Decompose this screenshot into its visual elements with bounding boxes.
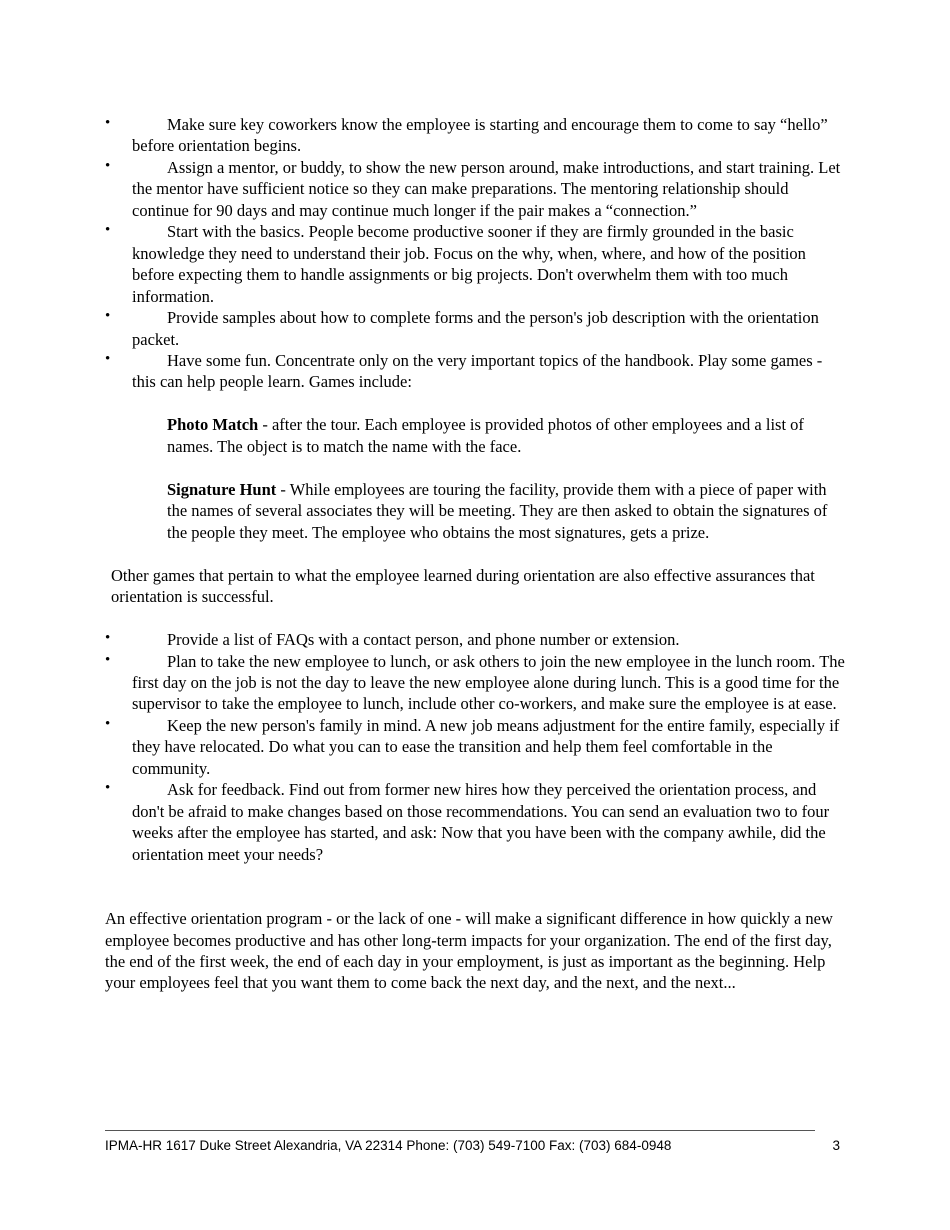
game-paragraph-photo-match: [167, 414, 829, 457]
list-item-text: Provide samples about how to complete forms and the person's job description with the orientation packet.: [132, 308, 819, 349]
bullet-list-followup: [105, 629, 847, 865]
list-item-text: Ask for feedback. Find out from former new hires how they perceived the orientation process, and don't be afraid to make changes based on those recommendations. You can send an evaluation two to four weeks after the employee has started, and ask: Now that you have been with the company awhile, did the orientation meet your needs?: [132, 780, 830, 864]
page-footer: [105, 1130, 840, 1154]
page-number: 3: [832, 1138, 840, 1153]
list-item-text: Keep the new person's family in mind. A new job means adjustment for the entire family, especially if they have relocated. Do what you can to ease the transition and help them feel comfortable in the community.: [132, 715, 840, 778]
list-item: [105, 629, 847, 650]
list-item: [105, 307, 847, 350]
paragraph-closing: An effective orientation program - or the lack of one - will make a significant difference in how quickly a new employee becomes productive and has other long-term impacts for your organization. The end of the first day, the end of the first week, the end of each day in your employment, is just as important as the beginning. Help your employees feel that you want them to come back the next day, and the next, and the next...: [105, 909, 833, 993]
bullet-icon: •: [105, 715, 111, 732]
bullet-list-tips: [105, 114, 847, 393]
list-item-text: Have some fun. Concentrate only on the very important topics of the handbook. Play some games - this can help people learn. Games include:: [132, 350, 823, 392]
game-text: - after the tour. Each employee is provided photos of other employees and a list of names. The object is to match the name with the face.: [167, 415, 804, 456]
list-item: [105, 221, 847, 307]
game-title: Signature Hunt: [167, 479, 277, 499]
bullet-icon: •: [105, 115, 111, 131]
list-item: [105, 715, 847, 779]
list-item-text: Make sure key coworkers know the employee is starting and encourage them to come to say “hello” before orientation begins.: [132, 115, 828, 156]
document-content: [105, 114, 847, 994]
game-title: Photo Match: [167, 415, 259, 435]
list-item-text: Start with the basics. People become productive sooner if they are firmly grounded in the basic knowledge they need to understand their job. Focus on the why, when, where, and how of the position before expecting them to handle assignments or big projects. Don't overwhelm them with too much information.: [132, 222, 806, 306]
game-paragraph-signature-hunt: [167, 479, 829, 543]
paragraph-other-games: Other games that pertain to what the employee learned during orientation are also effective assurances that orientation is successful.: [111, 565, 815, 607]
list-item-text: Provide a list of FAQs with a contact person, and phone number or extension.: [167, 630, 680, 650]
list-item: [105, 350, 847, 393]
footer-divider: [105, 1130, 815, 1131]
bullet-icon: •: [105, 350, 111, 367]
bullet-icon: •: [105, 780, 111, 797]
footer-address: IPMA-HR 1617 Duke Street Alexandria, VA 22314 Phone: (703) 549-7100 Fax: (703) 684-0948: [105, 1138, 672, 1153]
bullet-icon: •: [105, 651, 111, 668]
bullet-icon: •: [105, 222, 111, 239]
bullet-icon: •: [105, 308, 111, 325]
list-item-text: Assign a mentor, or buddy, to show the new person around, make introductions, and start training. Let the mentor have sufficient notice so they can make preparations. The mentoring relationship should continue for 90 days and may continue much longer if the pair makes a “connection.”: [132, 157, 841, 220]
list-item-text: Plan to take the new employee to lunch, or ask others to join the new employee in the lunch room. The first day on the job is not the day to leave the new employee alone during lunch. This is a good time for the supervisor to take the employee to lunch, include other co-workers, and make sure the employee is at ease.: [132, 651, 845, 714]
footer-row: [105, 1137, 840, 1154]
list-item: [105, 114, 847, 157]
game-text: - While employees are touring the facility, provide them with a piece of paper with the names of several associates they will be meeting. They are then asked to obtain the signatures of the people they meet. The employee who obtains the most signatures, gets a prize.: [167, 479, 828, 542]
bullet-icon: •: [105, 157, 111, 174]
list-item: [105, 651, 847, 715]
list-item: [105, 157, 847, 221]
bullet-icon: •: [105, 630, 111, 647]
list-item: [105, 779, 847, 865]
